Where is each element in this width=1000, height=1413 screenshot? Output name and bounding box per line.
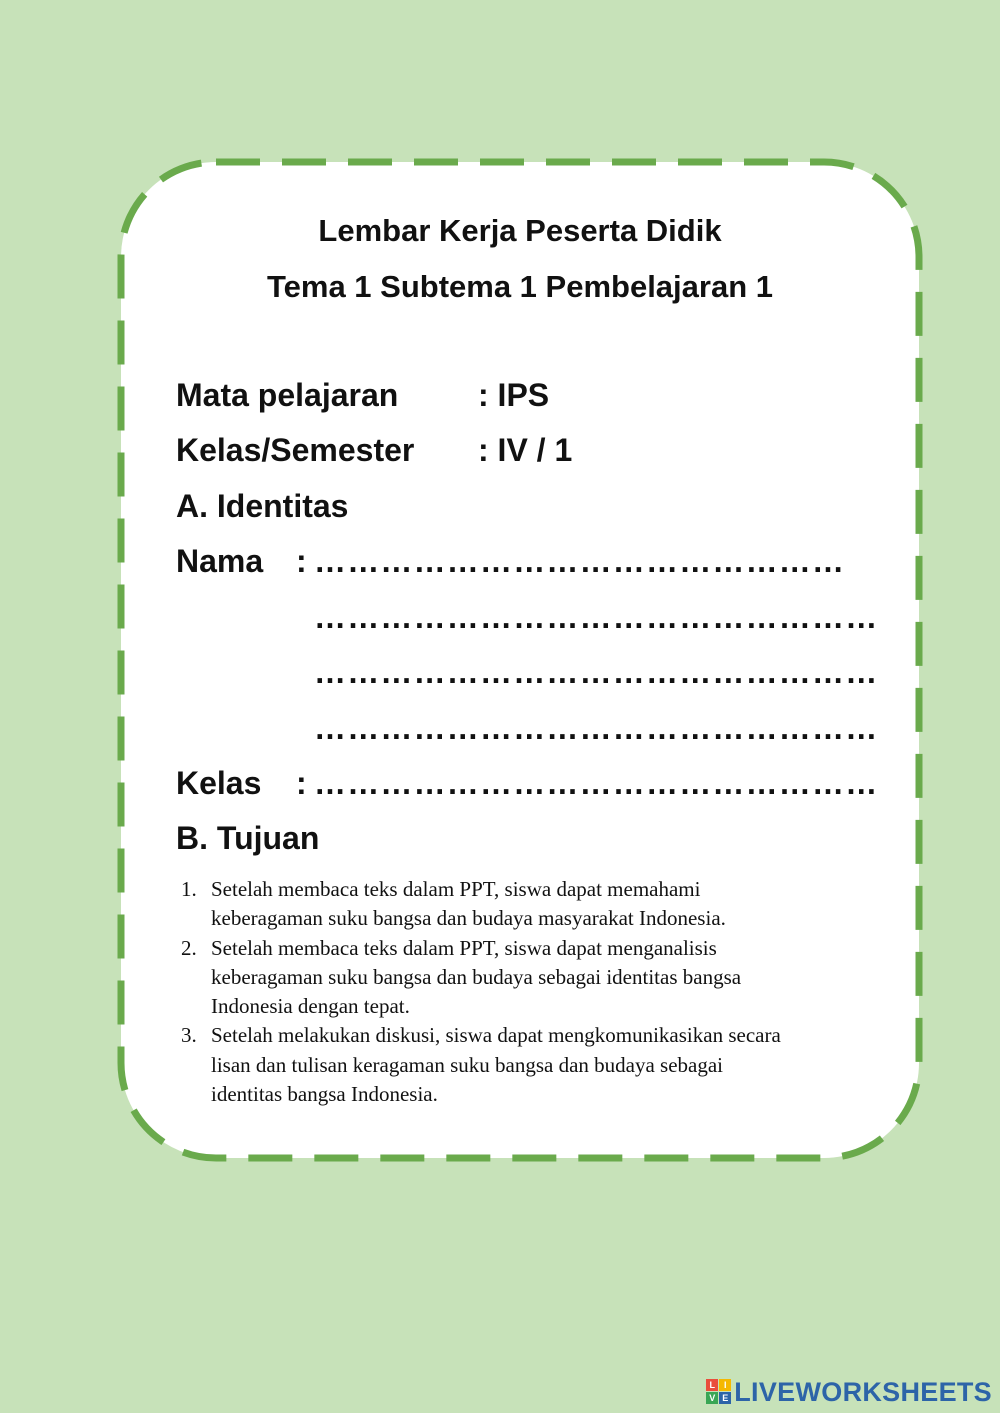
name-label: Nama	[176, 543, 264, 579]
goal-text-line: Setelah melakukan diskusi, siswa dapat mengkomunikasikan secara	[211, 1023, 781, 1048]
class-label: Kelas	[176, 765, 262, 801]
goal-text-line: identitas bangsa Indonesia.	[211, 1082, 438, 1107]
name-colon: :	[296, 543, 307, 579]
goals-heading: B. Tujuan	[176, 820, 320, 856]
liveworksheets-logo-icon: L I V E	[706, 1379, 732, 1405]
goal-text-line: lisan dan tulisan keragaman suku bangsa dan budaya sebagai	[211, 1052, 724, 1077]
goal-text-line: keberagaman suku bangsa dan budaya masyarakat Indonesia.	[211, 906, 726, 931]
goal-item	[181, 875, 881, 934]
name-input-dots-line-2[interactable]: ……………………………………………	[314, 599, 879, 635]
subject-label: Mata pelajaran	[176, 377, 399, 413]
goals-list	[181, 875, 881, 1109]
name-input-dots-line-3[interactable]: ……………………………………………	[314, 654, 879, 690]
goal-text-line: Setelah membaca teks dalam PPT, siswa dapat menganalisis	[211, 935, 717, 960]
goal-text-line: keberagaman suku bangsa dan budaya sebagai identitas bangsa	[211, 964, 742, 989]
worksheet-title: Lembar Kerja Peserta Didik	[318, 213, 722, 248]
name-input-dots-line-4[interactable]: ……………………………………………	[314, 710, 879, 746]
class-semester-value: : IV / 1	[478, 432, 573, 468]
liveworksheets-text: LIVEWORKSHEETS	[734, 1376, 992, 1407]
class-colon: :	[296, 765, 307, 801]
name-input-dots[interactable]: …………………………………………	[314, 543, 846, 579]
goal-text-line: Indonesia dengan tepat.	[211, 994, 410, 1019]
goal-number: 1.	[181, 877, 197, 901]
worksheet-subtitle: Tema 1 Subtema 1 Pembelajaran 1	[267, 269, 773, 304]
goal-item	[181, 934, 881, 1022]
liveworksheets-watermark	[706, 1377, 992, 1407]
identity-heading: A. Identitas	[176, 488, 349, 524]
subject-value: : IPS	[478, 377, 550, 413]
class-semester-label: Kelas/Semester	[176, 432, 415, 468]
class-input-dots[interactable]: ……………………………………………	[314, 765, 879, 801]
goal-number: 3.	[181, 1023, 197, 1048]
goal-item	[181, 1021, 881, 1109]
worksheet-card	[124, 165, 916, 1155]
goal-text-line: Setelah membaca teks dalam PPT, siswa dapat memahami	[211, 877, 701, 901]
goal-number: 2.	[181, 935, 197, 960]
